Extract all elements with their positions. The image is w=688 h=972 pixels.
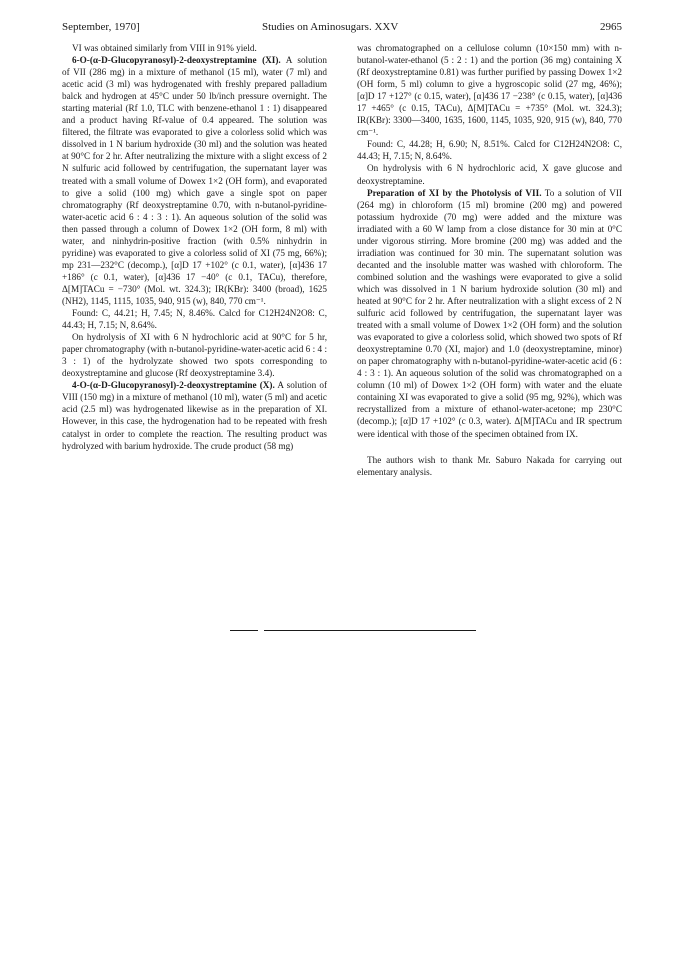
analysis-x: Found: C, 44.28; H, 6.90; N, 8.51%. Calcd for C12H24N2O8: C, 44.43; H, 7.15; N, 8.64%. xyxy=(357,139,622,162)
paragraph-hydrolysis-x: On hydrolysis with 6 N hydrochloric acid, X gave glucose and deoxystreptamine. xyxy=(357,163,622,186)
left-column xyxy=(62,42,327,452)
end-rule-short xyxy=(230,630,258,631)
paragraph-vi-yield: VI was obtained similarly from VIII in 91% yield. xyxy=(72,43,257,53)
paragraph-compound-x-continued: was chromatographed on a cellulose column (10×150 mm) with n-butanol-water-ethanol (5 : 2 : 1) and the portion (36 mg) containing X (Rf deoxystreptamine 0.81) was further purified by passing Dowex 1×2 (OH form, 5 ml) column to give a hygroscopic solid (27 mg, 46%); [α]D 17 +127° (c 0.15, water), [α]436 17 −238° (c 0.15, water), [α]436 17 +465° (c 0.15, TACu), Δ[M]TACu = +735° (Mol. wt. 324.3); IR(KBr): 3300—3400, 1635, 1600, 1145, 1035, 920, 915 (w), 840, 770 cm⁻¹. xyxy=(357,43,622,138)
right-column xyxy=(357,42,622,478)
heading-compound-x: 4-O-(α-D-Glucopyranosyl)-2-deoxystreptamine (X). xyxy=(72,380,275,391)
page-number: 2965 xyxy=(600,21,622,33)
analysis-xi: Found: C, 44.21; H, 7.45; N, 8.46%. Calcd for C12H24N2O8: C, 44.43; H, 7.15; N, 8.64%. xyxy=(62,308,327,331)
text-compound-x: A solution of VIII (150 mg) in a mixture of methanol (10 ml), water (5 ml) and acetic acid (2.5 ml) was hydrogenated likewise as in the preparation of XI. However, in this case, the hydrogenation had to be repeated with fresh catalyst in order to complete the reaction. The resulting product was hydrolyzed with barium hydroxide. The crude product (58 mg) xyxy=(62,380,328,451)
paragraph-photolysis xyxy=(357,187,622,440)
paragraph-compound-x xyxy=(62,379,327,451)
paragraph-compound-xi xyxy=(62,54,327,307)
acknowledgement: The authors wish to thank Mr. Saburo Nakada for carrying out elementary analysis. xyxy=(357,454,622,477)
text-compound-xi: A solution of VII (286 mg) in a mixture of methanol (15 ml), water (7 ml) and acetic acid (3 ml) was hydrogenated with freshly prepared palladium balck and hydrogen at 45°C under 50 lb/inch pressure overnight. The starting material (Rf 1.0, TLC with benzene-ethanol 1 : 1) disappeared and a product having Rf-value of 0.4 appeared. The solution was filtered, the filtrate was evaporated to give a colorless solid which was dissolved in 1 N barium hydroxide (30 ml) and the solution was heated at 90°C for 2 hr. After neutralizing the mixture with a slight excess of 2 N sulfuric acid followed by centrifugation, the supernatant layer was treated with a small volume of Dowex 1×2 (OH form), and evaporated to give a solid (100 mg) which gave a single spot on paper chromatography (Rf deoxystreptamine 0.70, with n-butanol-pyridine-water-acetic acid 6 : 4 : 3 : 1). An aqueous solution of the solid was then passed through a column of Dowex 1×2 (OH form, 8 ml) with water, and ninhydrin-positive fraction (with 0.5% ninhydrin in pyridine) was evaporated to give a colorless solid of XI (75 mg, 66%); mp 231—232°C (decomp.), [α]D 17 +102° (c 0.1, water), [α]436 17 +186° (c 0.1, water), [α]436 17 −40° (c 0.1, TACu), therefore, Δ[M]TACu = −730° (Mol. wt. 324.3); IR(KBr): 3400 (broad), 1625 (NH2), 1145, 1115, 1035, 940, 915 (w), 840, 770 cm⁻¹. xyxy=(62,55,327,306)
heading-compound-xi: 6-O-(α-D-Glucopyranosyl)-2-deoxystreptamine (XI). xyxy=(72,55,281,66)
heading-photolysis: Preparation of XI by the Photolysis of VII. xyxy=(367,187,542,198)
running-header-date: September, 1970] xyxy=(62,21,140,33)
text-photolysis: To a solution of VII (264 mg) in chloroform (15 ml) bromine (200 mg) and powered potassium hydroxide (70 mg) were added and the mixture was irradiated with a 60 W lamp from a close distance for 30 min at 0°C under vigorous stirring. More bromine (200 mg) was added and the irradiation was continued for 30 min. The supernatant solution was decanted and the insoluble matter was washed with chloroform. The combined solution and the washings were evaporated to give a solid which was dissolved in 1 N barium hydroxide solution (30 ml) and heated at 90°C for 2 hr. After neutralization with a slight excess of 2 N sulfuric acid followed by centrifugation, the supernatant layer was treated with a small volume of Dowex 1×2 (OH form) and the solution was evaporated to give a colorless solid, which showed two spots of Rf deoxystreptamine 0.70 (XI, major) and 1.0 (deoxystreptamine, minor) on paper chromatography with n-butanol-pyridine-water-acetic acid (6 : 4 : 3 : 1). An aqueous solution of the solid was chromatographed on a column (10 ml) of Dowex 1×2 (OH form) with water and the eluate containing XI was evaporated to give a solid (95 mg, 92%), which was recrystallized from a mixture of ethanol-water-acetone; mp 230°C (decomp.); [α]D 17 +102° (c 0.3, water). Δ[M]TACu and IR spectrum were identical with those of the specimen obtained from IX. xyxy=(357,187,622,439)
running-header-title: Studies on Aminosugars. XXV xyxy=(262,21,399,33)
paragraph-hydrolysis-xi: On hydrolysis of XI with 6 N hydrochloric acid at 90°C for 5 hr, paper chromatography (with n-butanol-pyridine-water-acetic acid 6 : 4 : 3 : 1) of the hydrolyzate showed two spots corresponding to deoxystreptamine and glucose (Rf deoxystreptamine 3.4). xyxy=(62,332,327,379)
end-rule-long xyxy=(264,630,476,631)
